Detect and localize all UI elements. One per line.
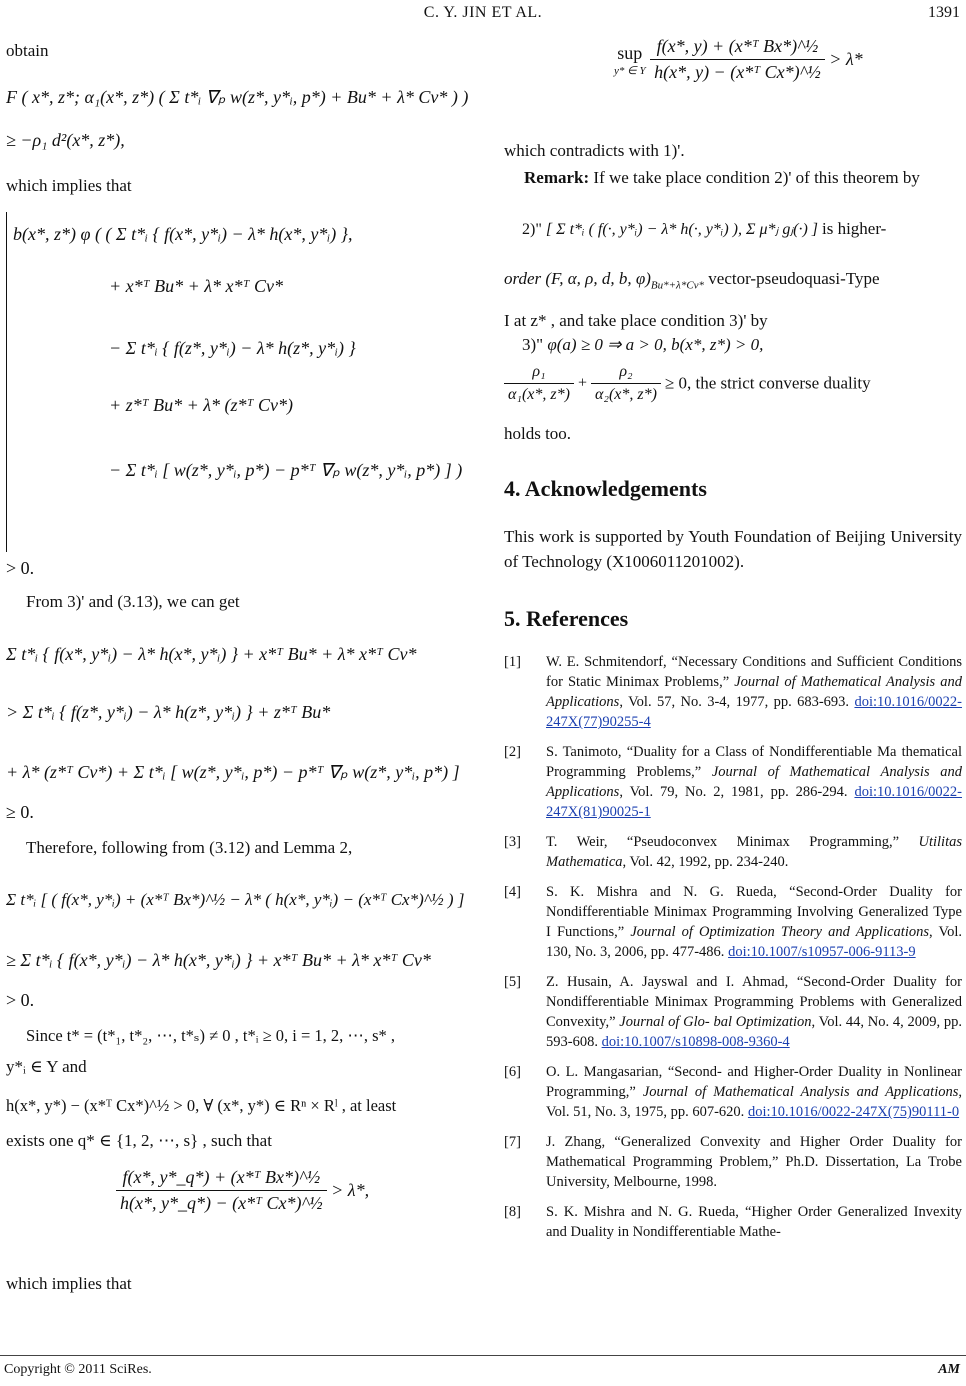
equation-3-end: ≥ 0. xyxy=(6,802,34,822)
copyright: Copyright © 2011 SciRes. xyxy=(4,1362,152,1377)
equation-5 xyxy=(116,1167,462,1267)
remark-paragraph xyxy=(504,165,962,190)
reference-text: S. K. Mishra and N. G. Rueda, “Second-Order Duality for Nondifferentiable Minimax Programming Involving Generalized Type I Functions,” xyxy=(546,884,962,941)
reference-item xyxy=(504,882,962,962)
equation-4-line-1: Σ t*ᵢ [ ( f(x*, y*ᵢ) + (x*ᵀ Bx*)^½ − λ* ( h(x*, y*ᵢ) − (x*ᵀ Cx*)^½ ) ] xyxy=(6,890,465,909)
reference-details: , Vol. 130, No. 3, 2006, pp. 477-486. xyxy=(546,924,962,961)
condition-3b-fraction-2 xyxy=(591,363,661,404)
reference-number: [8] xyxy=(504,1204,521,1221)
reference-details: , Vol. 57, No. 3-4, 1977, pp. 683-693. xyxy=(619,694,855,711)
equation-1-line-1 xyxy=(6,77,469,117)
reference-venue: Journal of Mathematical Analysis and Applications xyxy=(546,674,963,711)
reference-details: , Vol. 42, 1992, pp. 234-240. xyxy=(622,854,789,871)
condition-2-expression: [ Σ t*ᵢ ( f(·, y*ᵢ) − λ* h(·, y*ᵢ) ), Σ μ*ⱼ gⱼ(·) ] xyxy=(545,221,818,238)
equation-3-line-2: > Σ t*ᵢ { f(z*, y*ᵢ) − λ* h(z*, y*ᵢ) } + z*ᵀ Bu* xyxy=(6,702,331,722)
running-title: C. Y. JIN ET AL. xyxy=(423,4,543,21)
reference-text: W. E. Schmitendorf, “Necessary Conditions and Sufficient Conditions for Static Minimax Problems,” xyxy=(546,654,962,691)
text-holds: holds too. xyxy=(504,424,572,444)
equation-2-line-5: − Σ t*ᵢ [ w(z*, y*ᵢ, p*) − p*ᵀ ∇ₚ w(z*, y*ᵢ, p*) ] ) xyxy=(109,460,463,480)
references-heading: 5. References xyxy=(504,606,629,632)
left-column xyxy=(6,36,469,1296)
reference-text: T. Weir, “Pseudoconvex Minimax Programming,” xyxy=(546,834,919,851)
order-line xyxy=(504,266,962,298)
equation-2-line-1: b(x*, z*) φ ( ( Σ t*ᵢ { f(x*, y*ᵢ) − λ* h(x*, y*ᵢ) }, xyxy=(13,224,353,244)
text-since-4: exists one q* ∈ {1, 2, ⋯, s} , such that xyxy=(6,1131,272,1150)
sup-label: sup xyxy=(617,42,643,63)
text-implies-2: which implies that xyxy=(6,1274,132,1293)
running-header xyxy=(0,4,966,26)
text-contradicts: which contradicts with 1)'. xyxy=(504,141,685,160)
sup-subscript: y* ∈ Y xyxy=(614,64,646,77)
remark-label: Remark: xyxy=(524,168,590,187)
order-text: order (F, α, ρ, d, b, φ) xyxy=(504,269,651,288)
reference-item xyxy=(504,652,962,732)
reference-number: [1] xyxy=(504,654,521,671)
reference-item xyxy=(504,1062,962,1122)
reference-text: S. K. Mishra and N. G. Rueda, “Higher Order Generalized Invexity and Duality in Nondifferentiable Mathe- xyxy=(546,1204,962,1241)
condition-2-label: 2)" xyxy=(522,221,542,238)
reference-venue: Journal of Mathematical Analysis and Applications xyxy=(642,1084,959,1101)
reference-details: , Vol. 79, No. 2, 1981, pp. 286-294. xyxy=(619,784,855,801)
equation-2-line-3: − Σ t*ᵢ { f(z*, y*ᵢ) − λ* h(z*, y*ᵢ) } xyxy=(109,338,356,358)
equation-6 xyxy=(614,36,962,128)
reference-item xyxy=(504,832,962,872)
reference-number: [2] xyxy=(504,744,521,761)
reference-venue: Journal of Optimization Theory and Applications xyxy=(630,924,929,941)
reference-item xyxy=(504,1132,962,1192)
equation-6-numerator: f(x*, y) + (x*ᵀ Bx*)^½ xyxy=(650,36,825,60)
fraction-2-numerator: ρ₂ xyxy=(591,363,661,384)
equation-2-line-2: + x*ᵀ Bu* + λ* x*ᵀ Cv* xyxy=(109,276,283,296)
equation-6-denominator: h(x*, y) − (x*ᵀ Cx*)^½ xyxy=(654,62,821,82)
ack-text: This work is supported by Youth Foundation of Beijing University of Technology (X1006011201002). xyxy=(504,527,962,572)
reference-doi-link[interactable]: doi:10.1016/0022-247X(77)90255-4 xyxy=(546,694,962,731)
reference-details: , Vol. 51, No. 3, 1975, pp. 607-620. xyxy=(546,1084,962,1121)
reference-doi-link[interactable]: doi:10.1007/s10898-008-9360-4 xyxy=(601,1034,790,1051)
order-tail: vector-pseudoquasi-Type xyxy=(708,269,880,288)
reference-text: J. Zhang, “Generalized Convexity and Higher Order Duality for Mathematical Programming Problem,” Ph.D. Dissertation, La Trobe University, Melbourne, 1998. xyxy=(546,1134,962,1191)
reference-details: , Vol. 44, No. 4, 2009, pp. 593-608. xyxy=(546,1014,962,1051)
page-number: 1391 xyxy=(928,4,960,21)
reference-venue: Journal of Mathematical Analysis and Applications xyxy=(546,764,962,801)
reference-text: Z. Husain, A. Jayswal and I. Ahmad, “Second-Order Duality for Nondifferentiable Minimax Programming Problems with Generalized Convexity,” xyxy=(546,974,962,1031)
equation-2 xyxy=(6,212,462,552)
text-since-3: h(x*, y*) − (x*ᵀ Cx*)^½ > 0, ∀ (x*, y*) ∈ Rⁿ × Rˡ , at least xyxy=(6,1096,397,1115)
remark-text: If we take place condition 2)' of this theorem by xyxy=(589,168,920,187)
reference-number: [3] xyxy=(504,834,521,851)
equation-5-fraction xyxy=(116,1167,327,1214)
condition-3b-line xyxy=(504,363,962,419)
reference-doi-link[interactable]: doi:10.1016/0022-247X(81)90025-1 xyxy=(546,784,962,821)
equation-1-line-1-text: F ( x*, z*; α₁(x*, z*) ( Σ t*ᵢ ∇ₚ w(z*, y*ᵢ, p*) + Bu* + λ* Cv* ) ) xyxy=(6,87,469,107)
equation-2-end: > 0. xyxy=(6,558,35,578)
equation-6-relation: > λ* xyxy=(829,49,863,69)
condition-3b-fraction-1 xyxy=(504,363,574,404)
references-list xyxy=(504,652,962,1242)
equation-5-numerator: f(x*, y*_q*) + (x*ᵀ Bx*)^½ xyxy=(116,1167,327,1191)
footer-rule xyxy=(0,1355,966,1356)
reference-number: [6] xyxy=(504,1064,521,1081)
equation-5-denominator: h(x*, y*_q*) − (x*ᵀ Cx*)^½ xyxy=(120,1193,323,1213)
reference-doi-link[interactable]: doi:10.1007/s10957-006-9113-9 xyxy=(728,944,916,961)
ack-heading: 4. Acknowledgements xyxy=(504,476,707,502)
text-since-1: Since t* = (t*₁, t*₂, ⋯, t*ₛ) ≠ 0 , t*ᵢ ≥ 0, i = 1, 2, ⋯, s* , xyxy=(26,1026,396,1045)
reference-number: [5] xyxy=(504,974,521,991)
equation-4-end: > 0. xyxy=(6,990,35,1010)
condition-3-label: 3)" xyxy=(522,335,544,355)
fraction-2-denominator: α₂(x*, z*) xyxy=(594,386,657,404)
text-implies-1: which implies that xyxy=(6,176,132,195)
reference-item xyxy=(504,742,962,822)
type-i-line: I at z* , and take place condition 3)' by xyxy=(504,311,768,331)
equation-2-line-4: + z*ᵀ Bu* + λ* (z*ᵀ Cv*) xyxy=(109,395,293,415)
reference-venue: Utilitas Mathematica xyxy=(546,834,962,871)
reference-text: S. Tanimoto, “Duality for a Class of Nondifferentiable Ma thematical Programming Problems,” xyxy=(546,744,962,781)
equation-1-line-2: ≥ −ρ₁ d²(x*, z*), xyxy=(6,130,125,150)
reference-doi-link[interactable]: doi:10.1016/0022-247X(75)90111-0 xyxy=(747,1104,960,1121)
order-subscript: Bu*+λ*Cv* xyxy=(650,279,705,292)
condition-2-tail: is higher- xyxy=(822,219,887,238)
text-obtain: obtain xyxy=(6,41,49,60)
reference-item xyxy=(504,1202,962,1242)
reference-venue: Journal of Glo- bal Optimization xyxy=(619,1014,812,1031)
reference-text: O. L. Mangasarian, “Second- and Higher-Order Duality in Nonlinear Programming,” xyxy=(546,1064,962,1101)
equation-6-fraction xyxy=(650,36,825,83)
equation-3-line-3: + λ* (z*ᵀ Cv*) + Σ t*ᵢ [ w(z*, y*ᵢ, p*) − p*ᵀ ∇ₚ w(z*, y*ᵢ, p*) ] xyxy=(6,762,460,782)
condition-3b-tail: ≥ 0, the strict converse duality xyxy=(664,373,871,393)
right-column xyxy=(504,36,962,1252)
reference-item xyxy=(504,972,962,1052)
condition-3-expression: φ(a) ≥ 0 ⇒ a > 0, b(x*, z*) > 0, xyxy=(547,335,764,355)
journal-abbrev: AM xyxy=(938,1362,960,1377)
fraction-1-numerator: ρ₁ xyxy=(504,363,574,384)
plus-sign: + xyxy=(577,374,587,392)
text-from-3: From 3)' and (3.13), we can get xyxy=(26,592,240,611)
reference-number: [7] xyxy=(504,1134,521,1151)
text-since-2: y*ᵢ ∈ Y and xyxy=(6,1057,87,1076)
sup-operator xyxy=(614,43,646,77)
reference-number: [4] xyxy=(504,884,521,901)
equation-3-line-1: Σ t*ᵢ { f(x*, y*ᵢ) − λ* h(x*, y*ᵢ) } + x*ᵀ Bu* + λ* x*ᵀ Cv* xyxy=(6,644,417,664)
equation-4-line-2: ≥ Σ t*ᵢ { f(x*, y*ᵢ) − λ* h(x*, y*ᵢ) } + x*ᵀ Bu* + λ* x*ᵀ Cv* xyxy=(6,950,431,970)
equation-5-relation: > λ*, xyxy=(331,1180,370,1200)
text-therefore: Therefore, following from (3.12) and Lemma 2, xyxy=(26,838,353,857)
condition-2-line xyxy=(522,204,962,254)
condition-3-line xyxy=(522,335,962,355)
fraction-1-denominator: α₁(x*, z*) xyxy=(508,386,570,404)
